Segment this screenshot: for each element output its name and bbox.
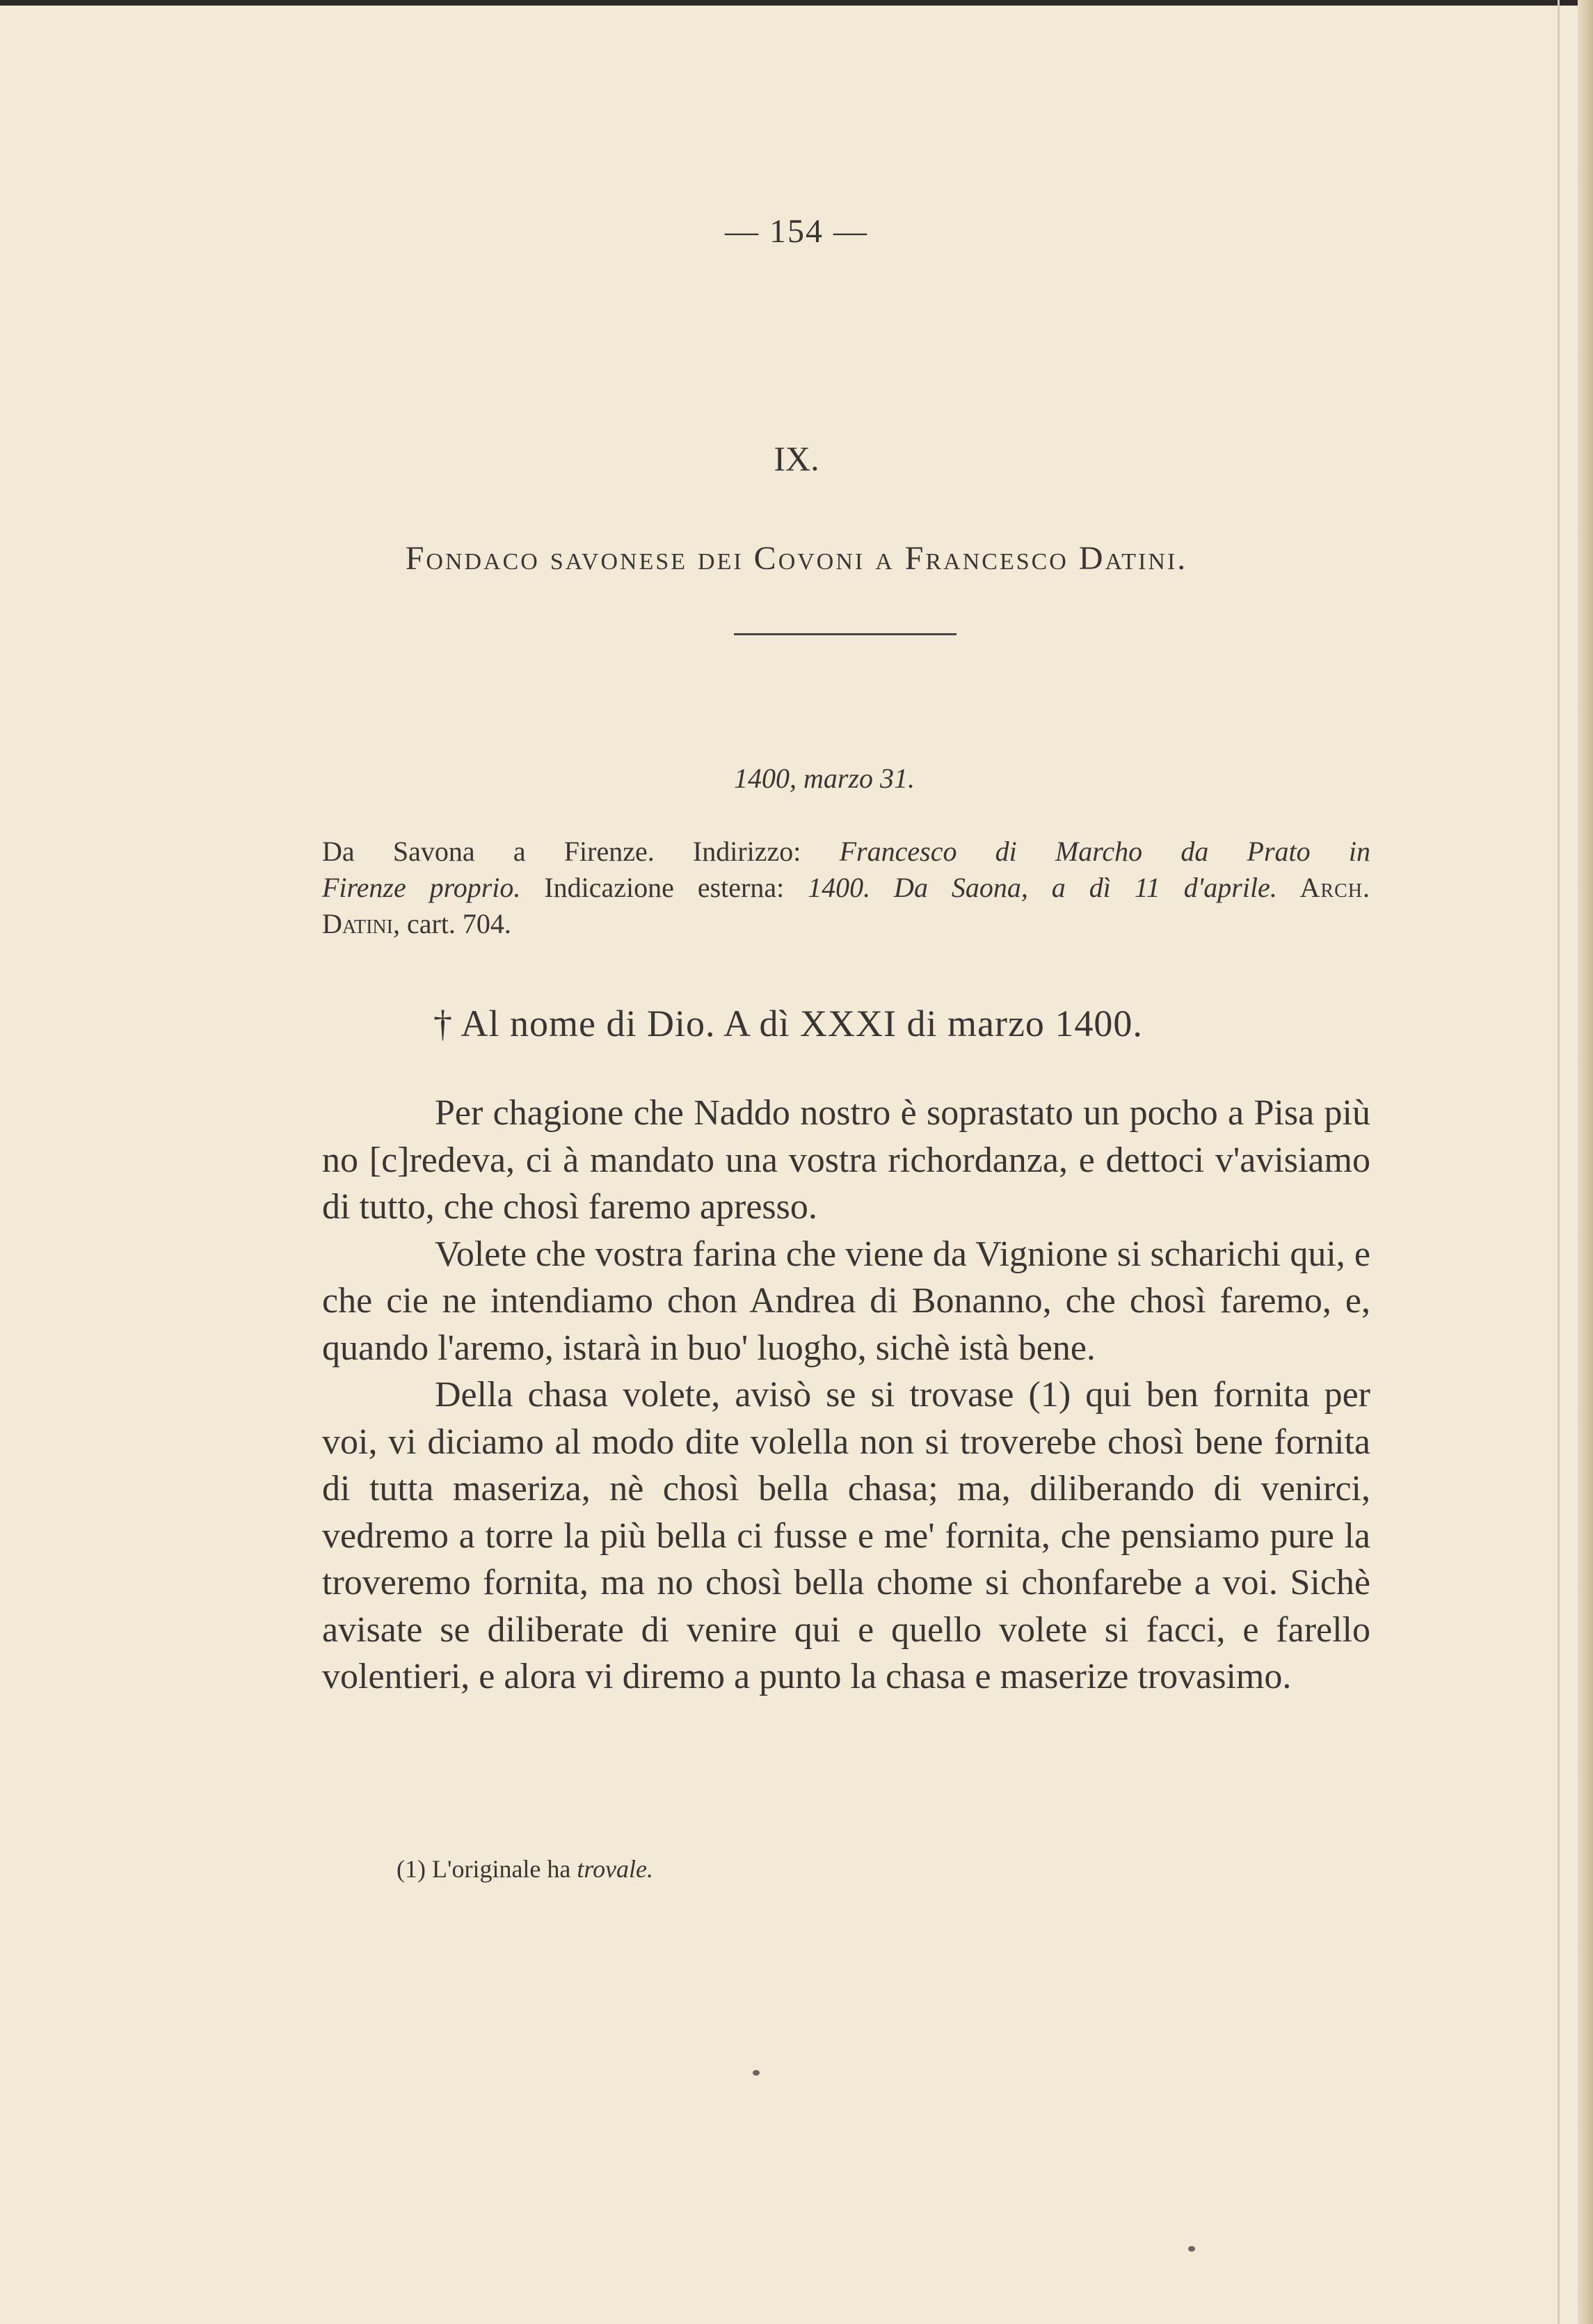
header-note-line-2: Firenze proprio. Indicazione esterna: 1400. Da Saona, a dì 11 d'aprile. Arch. [322, 872, 1371, 903]
title-rule [734, 633, 956, 635]
scan-speck [753, 2070, 760, 2076]
header-note-line-3: Datini, cart. 704. [322, 908, 511, 939]
letter-body [322, 1090, 1370, 1701]
binding-edge [1578, 0, 1593, 2324]
scan-top-edge [0, 0, 1593, 6]
header-note-line-1: Da Savona a Firenze. Indirizzo: Francesco di Marcho da Prato in [322, 836, 1370, 867]
letter-title: Fondaco savonese dei Covoni a Francesco Datini. [405, 540, 1188, 577]
paragraph-3: Della chasa volete, avisò se si trovase (1) qui ben fornita per voi, vi diciamo al modo dite volella non si troverebe chosì bene fornita di tutta maseriza, nè chosì bella chasa; ma, diliberando di venirci, vedremo a torre la più bella ci fusse e me' fornita, che pensiamo pure la troveremo fornita, ma no chosì bella chome si chonfarebe a voi. Sichè avisate se diliberate di venire qui e quello volete si facci, e farello volentieri, e alora vi diremo a punto la chasa e maserize trovasimo. [322, 1375, 1370, 1696]
footnote: (1) L'originale ha trovale. [397, 1855, 654, 1883]
chapter-numeral: IX. [774, 439, 819, 478]
paragraph-1: Per chagione che Naddo nostro è soprastato un pocho a Pisa più no [c]redeva, ci à mandato una vostra richordanza, e dettoci v'avisiamo di tutto, che chosì faremo apresso. [322, 1093, 1370, 1227]
paragraph-2: Volete che vostra farina che viene da Vignione si scharichi qui, e che cie ne intendiamo chon Andrea di Bonanno, che chosì faremo, e, quando l'aremo, istarà in buo' luogho, sichè istà bene. [322, 1234, 1370, 1368]
page-number: — 154 — [725, 213, 868, 250]
invocation: † Al nome di Dio. A dì XXXI di marzo 1400. [433, 1003, 1143, 1044]
page-fold-line [1558, 0, 1560, 2324]
scan-speck [1188, 2246, 1195, 2252]
letter-date: 1400, marzo 31. [733, 763, 915, 794]
